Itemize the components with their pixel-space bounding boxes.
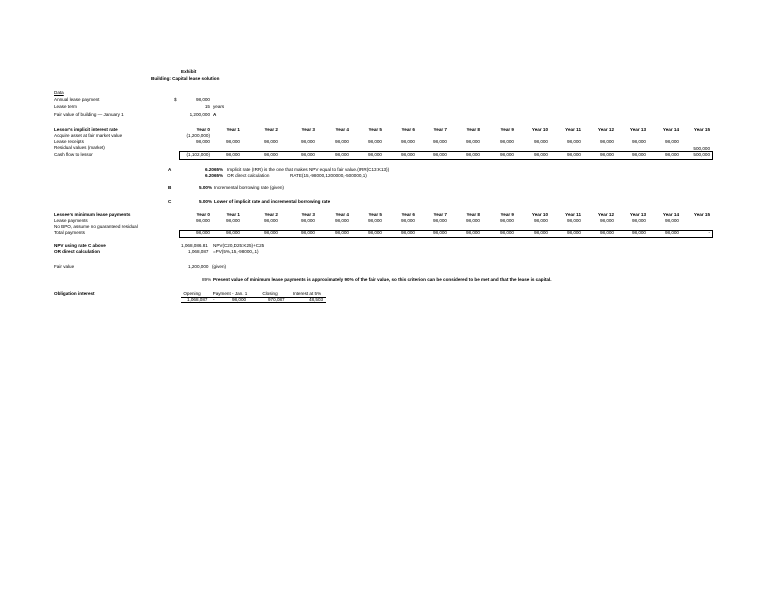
receipt-cell: 98,000 xyxy=(300,139,315,144)
implicit-year-header: Year 8 xyxy=(466,126,480,132)
obligation-payment: 98,000 xyxy=(232,296,247,302)
total-cell: 98,000 xyxy=(499,230,514,235)
payment-cell: 98,000 xyxy=(599,217,614,223)
cashflow-cell: 98,000 xyxy=(263,151,278,157)
receipt-cell: 98,000 xyxy=(225,139,240,144)
npv-direct-label: OR direct calculation xyxy=(54,249,100,254)
total-cell: 98,000 xyxy=(367,230,382,235)
implicit-year-header: Year 4 xyxy=(335,126,349,132)
minimum-year-header: Year 1 xyxy=(226,211,240,217)
data-label-fair-value: Fair value of building — January 1 xyxy=(54,111,124,117)
rate-text-a2: OR direct calculation xyxy=(227,173,270,178)
total-cell: 98,000 xyxy=(225,230,240,235)
total-cell: 98,000 xyxy=(263,230,278,235)
cashflow-cell: 98,000 xyxy=(367,151,382,157)
receipt-cell: 98,000 xyxy=(432,139,447,144)
exhibit-subtitle: Building: Capital lease solution xyxy=(151,75,220,81)
npv-label: NPV using rate C above xyxy=(54,242,106,248)
data-value-fair-value: 1,200,000 xyxy=(189,111,210,117)
rate-text-c: Lower of implicit rate and incremental borrowing rate xyxy=(214,198,331,204)
rate-letter-a: A xyxy=(168,167,172,172)
obligation-col-closing: Closing xyxy=(262,290,278,296)
cashflow-cell: (1,102,000) xyxy=(186,151,210,157)
obligation-interest: 48,503 xyxy=(309,296,324,302)
implicit-year-header: Year 0 xyxy=(196,126,210,132)
implicit-year-header: Year 1 xyxy=(226,126,240,132)
implicit-year-header: Year 11 xyxy=(565,126,581,132)
minimum-year-header: Year 13 xyxy=(629,211,646,217)
implicit-year-header: Year 9 xyxy=(500,126,514,132)
implicit-label-cashflow: Cash flow to lessor xyxy=(54,151,93,157)
implicit-year-header: Year 3 xyxy=(301,126,315,132)
rate-value-a2: 6.2065% xyxy=(205,173,224,178)
cashflow-cell: 98,000 xyxy=(300,151,315,157)
payment-cell: 98,000 xyxy=(263,217,278,223)
cashflow-box xyxy=(179,151,713,160)
implicit-year-header: Year 14 xyxy=(662,126,679,132)
obligation-closing: 970,087 xyxy=(268,296,285,302)
receipt-cell: 98,000 xyxy=(631,139,646,144)
payment-cell: 98,000 xyxy=(533,217,548,223)
conclusion-percent: 89% xyxy=(202,277,212,282)
payment-cell: 98,000 xyxy=(631,217,646,223)
minimum-year-header: Year 12 xyxy=(597,211,614,217)
payment-cell: 98,000 xyxy=(664,217,679,223)
receipt-cell: 98,000 xyxy=(400,139,415,144)
total-cell: 98,000 xyxy=(599,230,614,235)
data-label-payment: Annual lease payment xyxy=(54,96,100,102)
cashflow-cell: 98,000 xyxy=(432,151,447,157)
obligation-dash: - xyxy=(213,296,215,302)
rate-letter-b: B xyxy=(168,184,172,190)
payment-cell: 98,000 xyxy=(195,217,210,223)
cashflow-cell: 98,000 xyxy=(566,151,581,157)
payment-cell: 98,000 xyxy=(566,217,581,223)
minimum-year-header: Year 4 xyxy=(335,211,349,217)
receipt-cell: 98,000 xyxy=(664,139,679,144)
minimum-year-header: Year 11 xyxy=(565,211,581,217)
total-cell: 98,000 xyxy=(300,230,315,235)
total-cell: 98,000 xyxy=(533,230,548,235)
cashflow-cell: 98,000 xyxy=(465,151,480,157)
minimum-heading: Lessee's minimum lease payments xyxy=(54,211,131,217)
cashflow-cell: 98,000 xyxy=(499,151,514,157)
exhibit-title: Exhibit xyxy=(181,69,197,74)
minimum-year-header: Year 2 xyxy=(264,211,278,217)
obligation-col-payment: Payment - Jan. 1 xyxy=(212,290,248,296)
minimum-year-header: Year 15 xyxy=(693,211,710,217)
minimum-label-total: Total payments xyxy=(54,230,85,235)
data-suffix-term: years xyxy=(213,104,225,109)
obligation-opening: 1,068,087 xyxy=(187,296,208,302)
total-cell: 98,000 xyxy=(465,230,480,235)
cashflow-cell: 98,000 xyxy=(664,151,679,157)
fair-value-label: Fair value xyxy=(54,263,75,269)
data-heading: Data xyxy=(54,90,64,95)
minimum-label-payments: Lease payments xyxy=(54,217,88,223)
cashflow-cell: 98,000 xyxy=(631,151,646,157)
data-currency: $ xyxy=(174,96,177,102)
payment-cell: 98,000 xyxy=(432,217,447,223)
implicit-year-header: Year 2 xyxy=(264,126,278,132)
npv-direct-value: 1,068,087 xyxy=(188,249,209,254)
implicit-label-residual: Residual values (market) xyxy=(54,145,105,150)
minimum-year-header: Year 10 xyxy=(531,211,548,217)
total-cell: 98,000 xyxy=(334,230,349,235)
total-cell: 98,000 xyxy=(400,230,415,235)
minimum-year-header: Year 6 xyxy=(401,211,415,217)
cashflow-cell: 98,000 xyxy=(533,151,548,157)
implicit-year-header: Year 7 xyxy=(433,126,447,132)
rate-value-a: 6.2065% xyxy=(205,167,224,172)
payment-cell: 98,000 xyxy=(225,217,240,223)
conclusion-text: Present value of minimum lease payments is approximately 90% of the fair value, so this criterion can be considered to be met and that the lease is capital. xyxy=(213,277,552,282)
payment-cell: 98,000 xyxy=(465,217,480,223)
receipt-cell: 98,000 xyxy=(566,139,581,144)
implicit-label-acquire: Acquire asset at fair market value xyxy=(54,133,123,138)
npv-direct-formula: =PV(5%,15,-98000,,1) xyxy=(213,249,259,254)
cashflow-cell: 98,000 xyxy=(334,151,349,157)
data-value-term: 15 xyxy=(204,104,210,109)
npv-formula: NPV(C20,D25:K25)+C25 xyxy=(213,242,265,248)
cashflow-cell: 98,000 xyxy=(599,151,614,157)
rate-value-b: 5.00% xyxy=(199,184,213,190)
payment-cell: 98,000 xyxy=(499,217,514,223)
total-cell: 98,000 xyxy=(664,230,679,235)
data-suffix-fair-value: A xyxy=(213,111,217,117)
obligation-row-rule xyxy=(181,302,326,303)
total-cell: - xyxy=(708,230,710,235)
receipt-cell: 98,000 xyxy=(499,139,514,144)
implicit-year-header: Year 12 xyxy=(597,126,614,132)
implicit-label-receipts: Lease receipts xyxy=(54,139,84,144)
cashflow-cell: 98,000 xyxy=(225,151,240,157)
residual-cell: 500,000 xyxy=(693,145,710,151)
receipt-cell: 98,000 xyxy=(334,139,349,144)
total-cell: 98,000 xyxy=(195,230,210,235)
cashflow-cell: 500,000 xyxy=(693,151,710,157)
minimum-year-header: Year 0 xyxy=(196,211,210,217)
payment-cell: 98,000 xyxy=(334,217,349,223)
payment-cell: 98,000 xyxy=(400,217,415,223)
receipt-cell: 98,000 xyxy=(263,139,278,144)
implicit-heading: Lessor's implicit interest rate xyxy=(54,126,118,132)
minimum-year-header: Year 3 xyxy=(301,211,315,217)
payment-cell: 98,000 xyxy=(367,217,382,223)
implicit-year-header: Year 10 xyxy=(531,126,548,132)
minimum-label-bpo: No BPO, assume no guaranteed residual xyxy=(54,223,138,229)
cashflow-cell: 98,000 xyxy=(400,151,415,157)
rate-text-b: Incremental borrowing rate (given) xyxy=(214,184,284,190)
acquire-cell: (1,200,000) xyxy=(186,133,210,138)
total-cell: 98,000 xyxy=(631,230,646,235)
minimum-year-header: Year 14 xyxy=(662,211,679,217)
fair-value-value: 1,200,000 xyxy=(188,263,209,269)
total-cell: 98,000 xyxy=(566,230,581,235)
minimum-year-header: Year 5 xyxy=(368,211,382,217)
total-cell: 98,000 xyxy=(432,230,447,235)
implicit-year-header: Year 13 xyxy=(629,126,646,132)
obligation-col-opening: Opening xyxy=(183,290,201,296)
obligation-heading: Obligation interest xyxy=(54,290,95,296)
receipt-cell: 98,000 xyxy=(599,139,614,144)
npv-value: 1,068,086.81 xyxy=(181,242,208,248)
minimum-year-header: Year 9 xyxy=(500,211,514,217)
data-label-term: Lease term xyxy=(54,104,77,109)
minimum-year-header: Year 8 xyxy=(466,211,480,217)
implicit-year-header: Year 5 xyxy=(368,126,382,132)
payment-cell: 98,000 xyxy=(300,217,315,223)
obligation-col-interest: Interest at 5% xyxy=(292,290,322,296)
receipt-cell: 98,000 xyxy=(367,139,382,144)
receipt-cell: 98,000 xyxy=(465,139,480,144)
rate-letter-c: C xyxy=(168,198,172,204)
data-value-payment: 98,000 xyxy=(195,96,210,102)
fair-value-note: (given) xyxy=(212,263,227,269)
implicit-year-header: Year 15 xyxy=(693,126,710,132)
rate-formula-a: RATE(15,-98000,1200000,-500000,1) xyxy=(290,173,367,178)
minimum-year-header: Year 7 xyxy=(433,211,447,217)
rate-value-c: 5.00% xyxy=(199,198,213,204)
receipt-cell: 98,000 xyxy=(533,139,548,144)
total-box xyxy=(179,230,713,239)
receipt-cell: 98,000 xyxy=(195,139,210,144)
rate-text-a: Implicit rate (IRR) is the one that makes NPV equal to fair value.(IRR(C13:K13)) xyxy=(227,167,390,172)
implicit-year-header: Year 6 xyxy=(401,126,415,132)
